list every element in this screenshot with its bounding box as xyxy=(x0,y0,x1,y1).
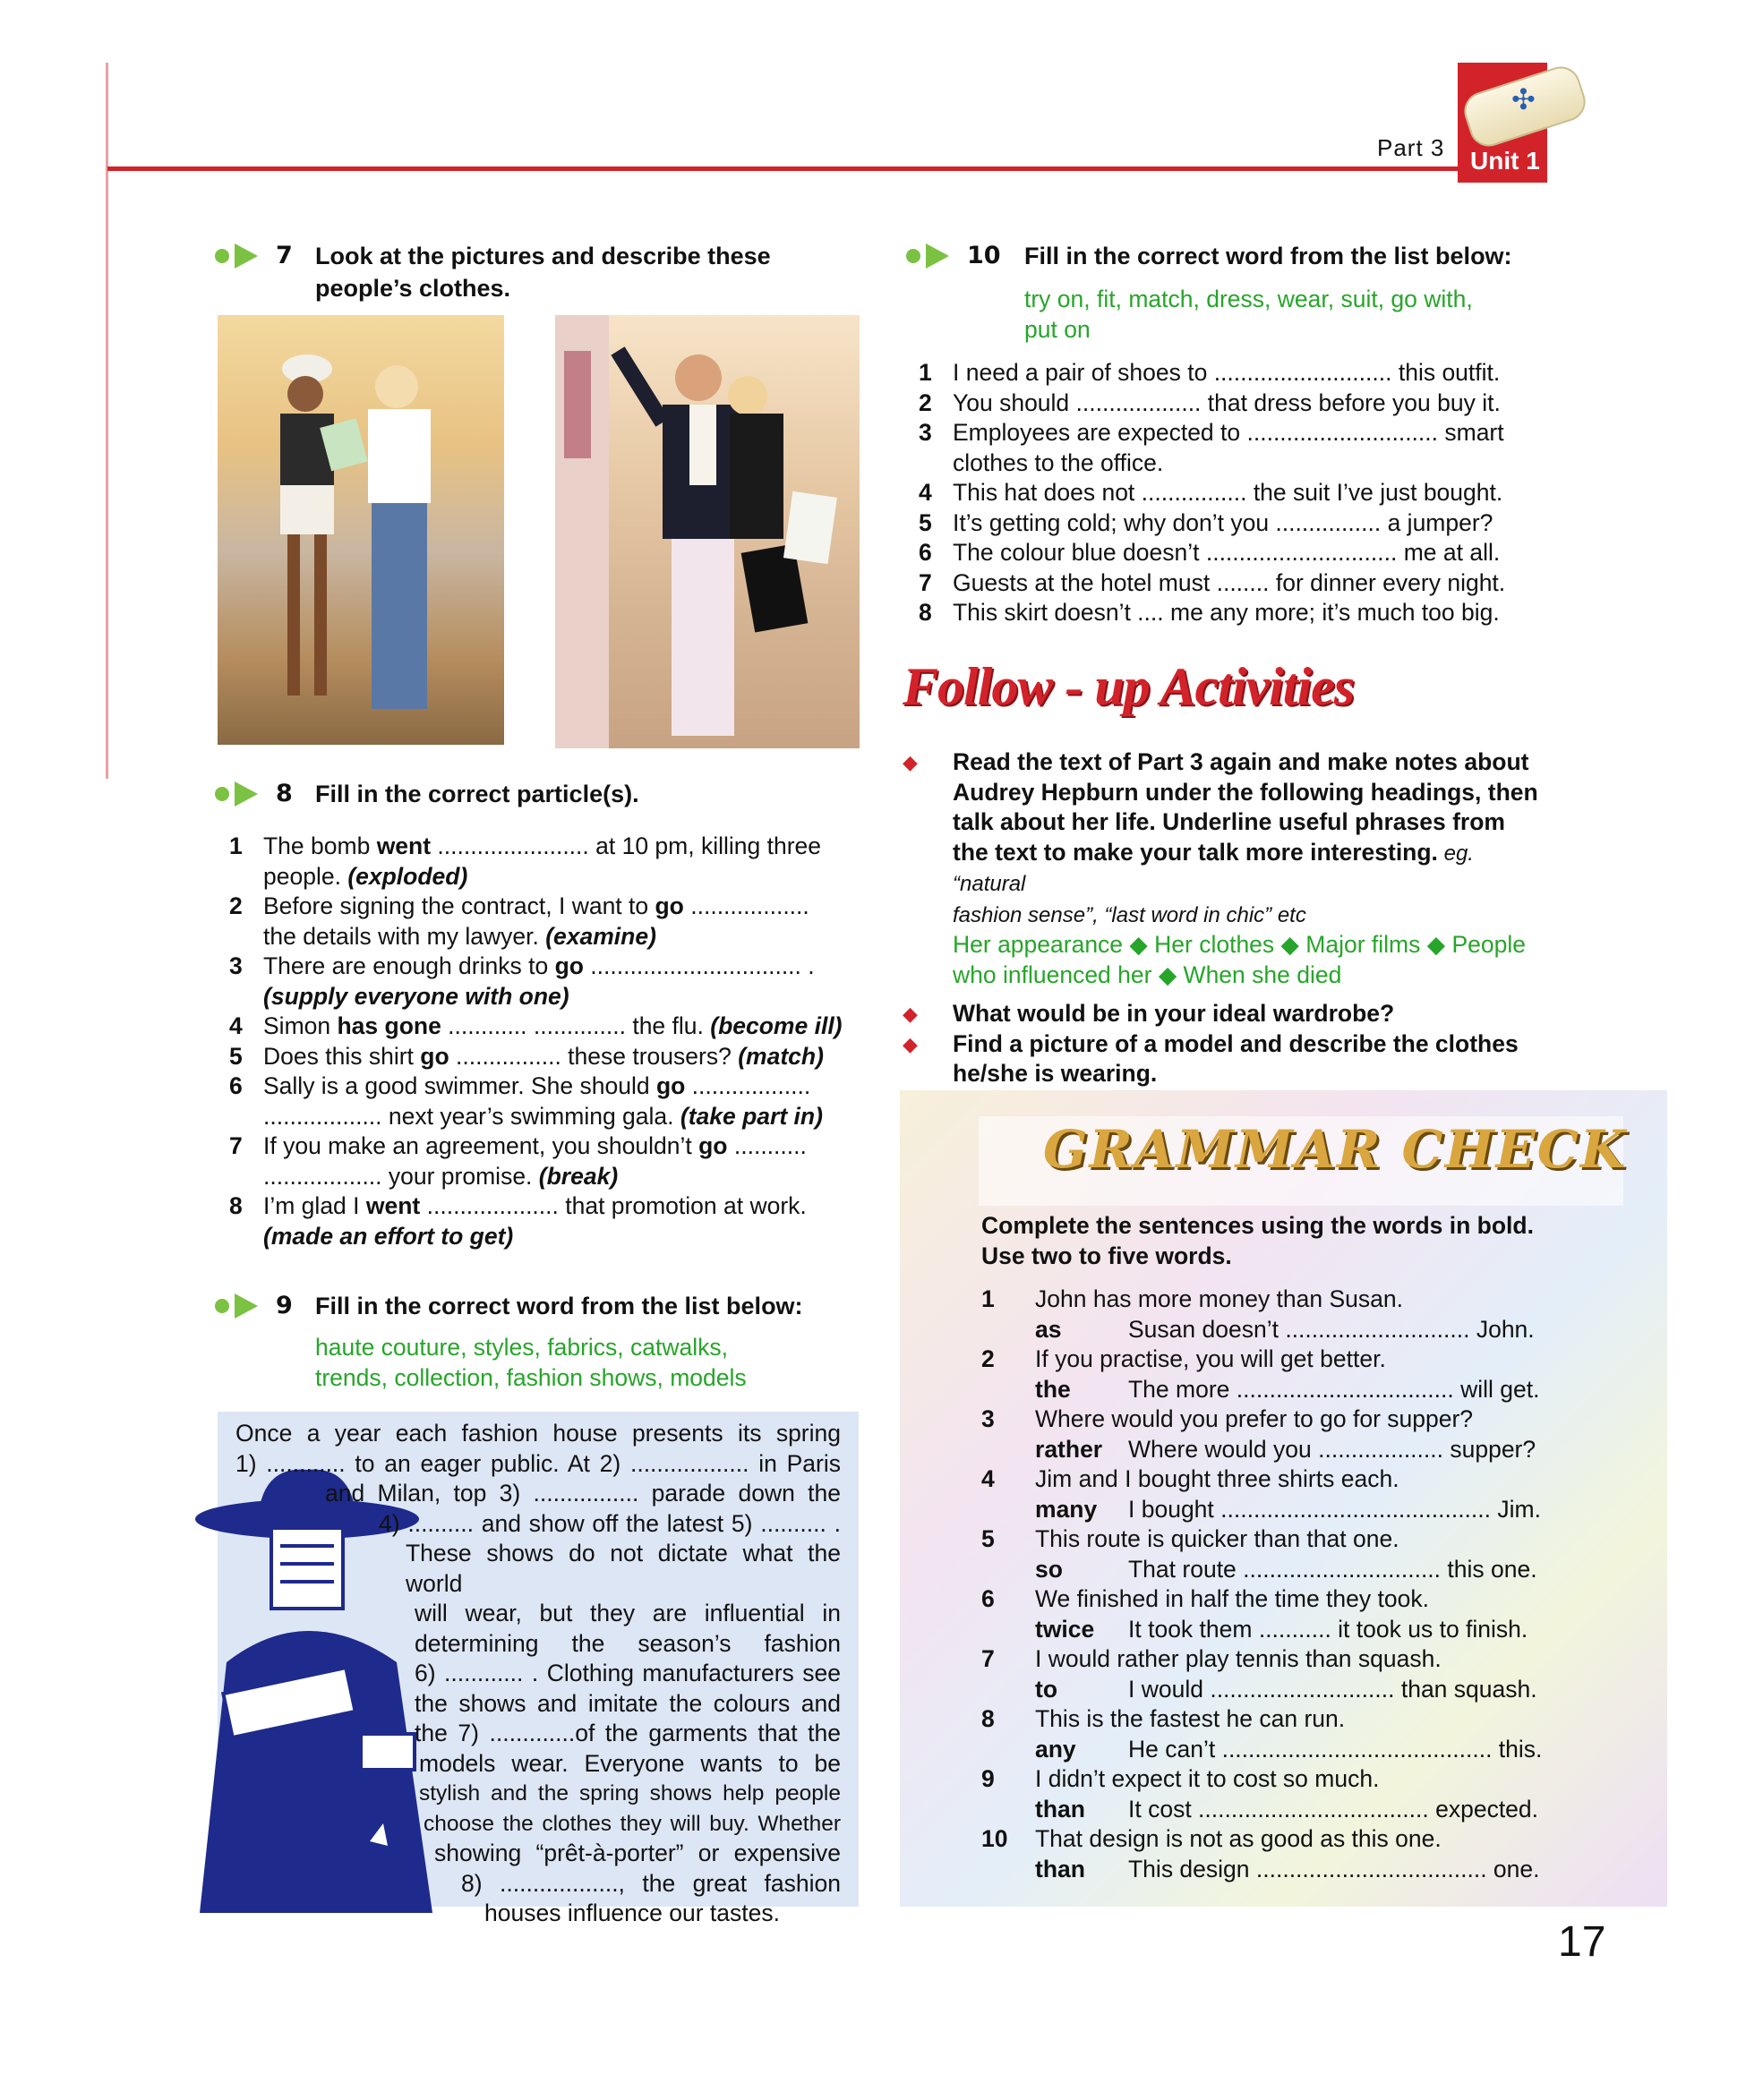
list-item: 8 This skirt doesn’t .... me any more; it’s much too big. xyxy=(919,599,1500,626)
page-number: 17 xyxy=(1558,1918,1606,1966)
list-item: 7 Guests at the hotel must ........ for dinner every night. xyxy=(919,568,1506,596)
unit-label: Unit 1 xyxy=(1470,147,1540,175)
list-item: 3 Employees are expected to ............................. smart clothes to the office. xyxy=(919,419,1504,476)
list-item: ◆ Find a picture of a model and describe the clothes he/she is wearing. xyxy=(903,1029,1547,1089)
list-item: 1 The bomb went ....................... at 10 pm, killing three people. (exploded) xyxy=(229,832,822,890)
diamond-bullet-icon: ◆ xyxy=(903,751,918,773)
exercise-10-number: 10 xyxy=(967,242,1001,269)
ribbon-icon: ✣ xyxy=(1511,83,1536,115)
list-item: 4 Simon has gone ............ .............. the flu. (become ill) xyxy=(229,1012,843,1039)
exercise-7-title: Look at the pictures and describe these people’s clothes. xyxy=(315,243,771,302)
fashion-text-box xyxy=(218,1412,859,1926)
list-item: 5 This route is quicker than that one. so That route .............................. this one. xyxy=(981,1525,1537,1583)
list-item: 4 Jim and I bought three shirts each. many I bought ......................................... Jim. xyxy=(981,1465,1541,1523)
list-item: 6 We finished in half the time they took. twice It took them ........... it took us to finish. xyxy=(981,1585,1528,1643)
header-rule xyxy=(107,166,1468,171)
exercise-9-word-list: haute couture, styles, fabrics, catwalks, trends, collection, fashion shows, models xyxy=(315,1334,747,1391)
exercise-arrow-icon xyxy=(906,243,958,269)
exercise-8-title: Fill in the correct particle(s). xyxy=(315,781,639,807)
photo-two-women-walking xyxy=(218,315,504,745)
list-item: 5 Does this shirt go ................ these trousers? (match) xyxy=(229,1042,824,1070)
list-item: 1 I need a pair of shoes to ........................... this outfit. xyxy=(919,359,1501,386)
exercise-10-list xyxy=(919,358,1545,628)
list-item: 6 The colour blue doesn’t ............................. me at all. xyxy=(919,539,1501,566)
list-item: 7 If you make an agreement, you shouldn’t go ........... .................. your promise. (break) xyxy=(229,1132,807,1190)
exercise-10-title: Fill in the correct word from the list below: xyxy=(1024,243,1512,269)
list-item: 1 John has more money than Susan. as Susan doesn’t ............................ John. xyxy=(981,1285,1535,1343)
diamond-bullet-icon: ◆ xyxy=(903,1003,918,1025)
grammar-instructions: Complete the sentences using the words in bold. Use two to five words. xyxy=(981,1212,1534,1269)
exercise-9-title: Fill in the correct word from the list below: xyxy=(315,1293,803,1319)
list-item: 4 This hat does not ................ the suit I’ve just bought. xyxy=(919,479,1503,506)
exercise-7-number: 7 xyxy=(276,242,293,269)
list-item: 9 I didn’t expect it to cost so much. than It cost ................................... expected. xyxy=(981,1765,1539,1823)
exercise-10-word-list: try on, fit, match, dress, wear, suit, go with, put on xyxy=(1024,286,1473,343)
exercise-8-number: 8 xyxy=(276,780,293,807)
list-item: 10 That design is not as good as this one. than This design ................................... one. xyxy=(981,1825,1540,1882)
list-item: 2 Before signing the contract, I want to go .................. the details with my lawyer. (examine) xyxy=(229,892,809,950)
follow-up-title: Follow - up Activities xyxy=(903,657,1355,716)
part-label: Part 3 xyxy=(1377,134,1445,161)
list-item: 3 Where would you prefer to go for supper? rather Where would you ................... supper? xyxy=(981,1405,1536,1463)
list-item: 2 If you practise, you will get better. the The more ................................. will get. xyxy=(981,1345,1540,1403)
photo-couple-shopping xyxy=(555,315,860,748)
list-item: ◆ What would be in your ideal wardrobe? xyxy=(903,999,1547,1029)
list-item: 3 There are enough drinks to go ................................ . (supply everyone with one) xyxy=(229,952,815,1010)
list-item: 8 I’m glad I went .................... that promotion at work. (made an effort to get) xyxy=(229,1192,807,1250)
grammar-check-title: GRAMMAR CHECK xyxy=(1043,1119,1628,1180)
list-item: 6 Sally is a good swimmer. She should go .................. .................. next year’s swimming gala. (take part in) xyxy=(229,1072,823,1130)
exercise-8-list xyxy=(229,832,865,1251)
follow-up-list xyxy=(903,747,1547,1089)
diamond-bullet-icon: ◆ xyxy=(903,1032,918,1055)
list-item: 2 You should ................... that dress before you buy it. xyxy=(919,388,1501,416)
fashion-paragraph: Once a year each fashion house presents its spring 1) ............ to an eager public. At 2) .................. in Paris and Milan, top 3) ................ parade down the 4) .......... and show off the latest 5) .......... . These shows do not dictate what the world will wear, but they are influential in determining the season’s fashion 6) ............ . Clothing manufacturers see the shows and imitate the colours and the 7) .............of the garments that the models wear. Everyone wants to be stylish and the spring shows help people choose the clothes they will buy. Whether showing “prêt-à-porter” or expensive 8) .................., the great fashion houses influence our tastes. xyxy=(235,1420,841,1926)
list-item: 8 This is the fastest he can run. any He can’t ......................................... this. xyxy=(981,1705,1543,1763)
unit-tab xyxy=(1458,63,1547,183)
list-item: ◆ Read the text of Part 3 again and make notes about Audrey Hepburn under the following headings, then talk about her life. Underline useful phrases from the text to make your talk more interesting. eg. “natural fashion sense”, “last word in chic” etc Her appearance ◆ Her clothes ◆ Major films ◆ People who influenced her ◆ When she died xyxy=(903,747,1547,990)
exercise-arrow-icon xyxy=(215,243,267,269)
list-item: 5 It’s getting cold; why don’t you ................ a jumper? xyxy=(919,508,1493,536)
grammar-list xyxy=(981,1285,1563,1884)
exercise-arrow-icon xyxy=(215,781,267,807)
exercise-9-number: 9 xyxy=(276,1292,293,1319)
exercise-arrow-icon xyxy=(215,1293,267,1319)
list-item: 7 I would rather play tennis than squash. to I would ............................ than squash. xyxy=(981,1645,1537,1703)
